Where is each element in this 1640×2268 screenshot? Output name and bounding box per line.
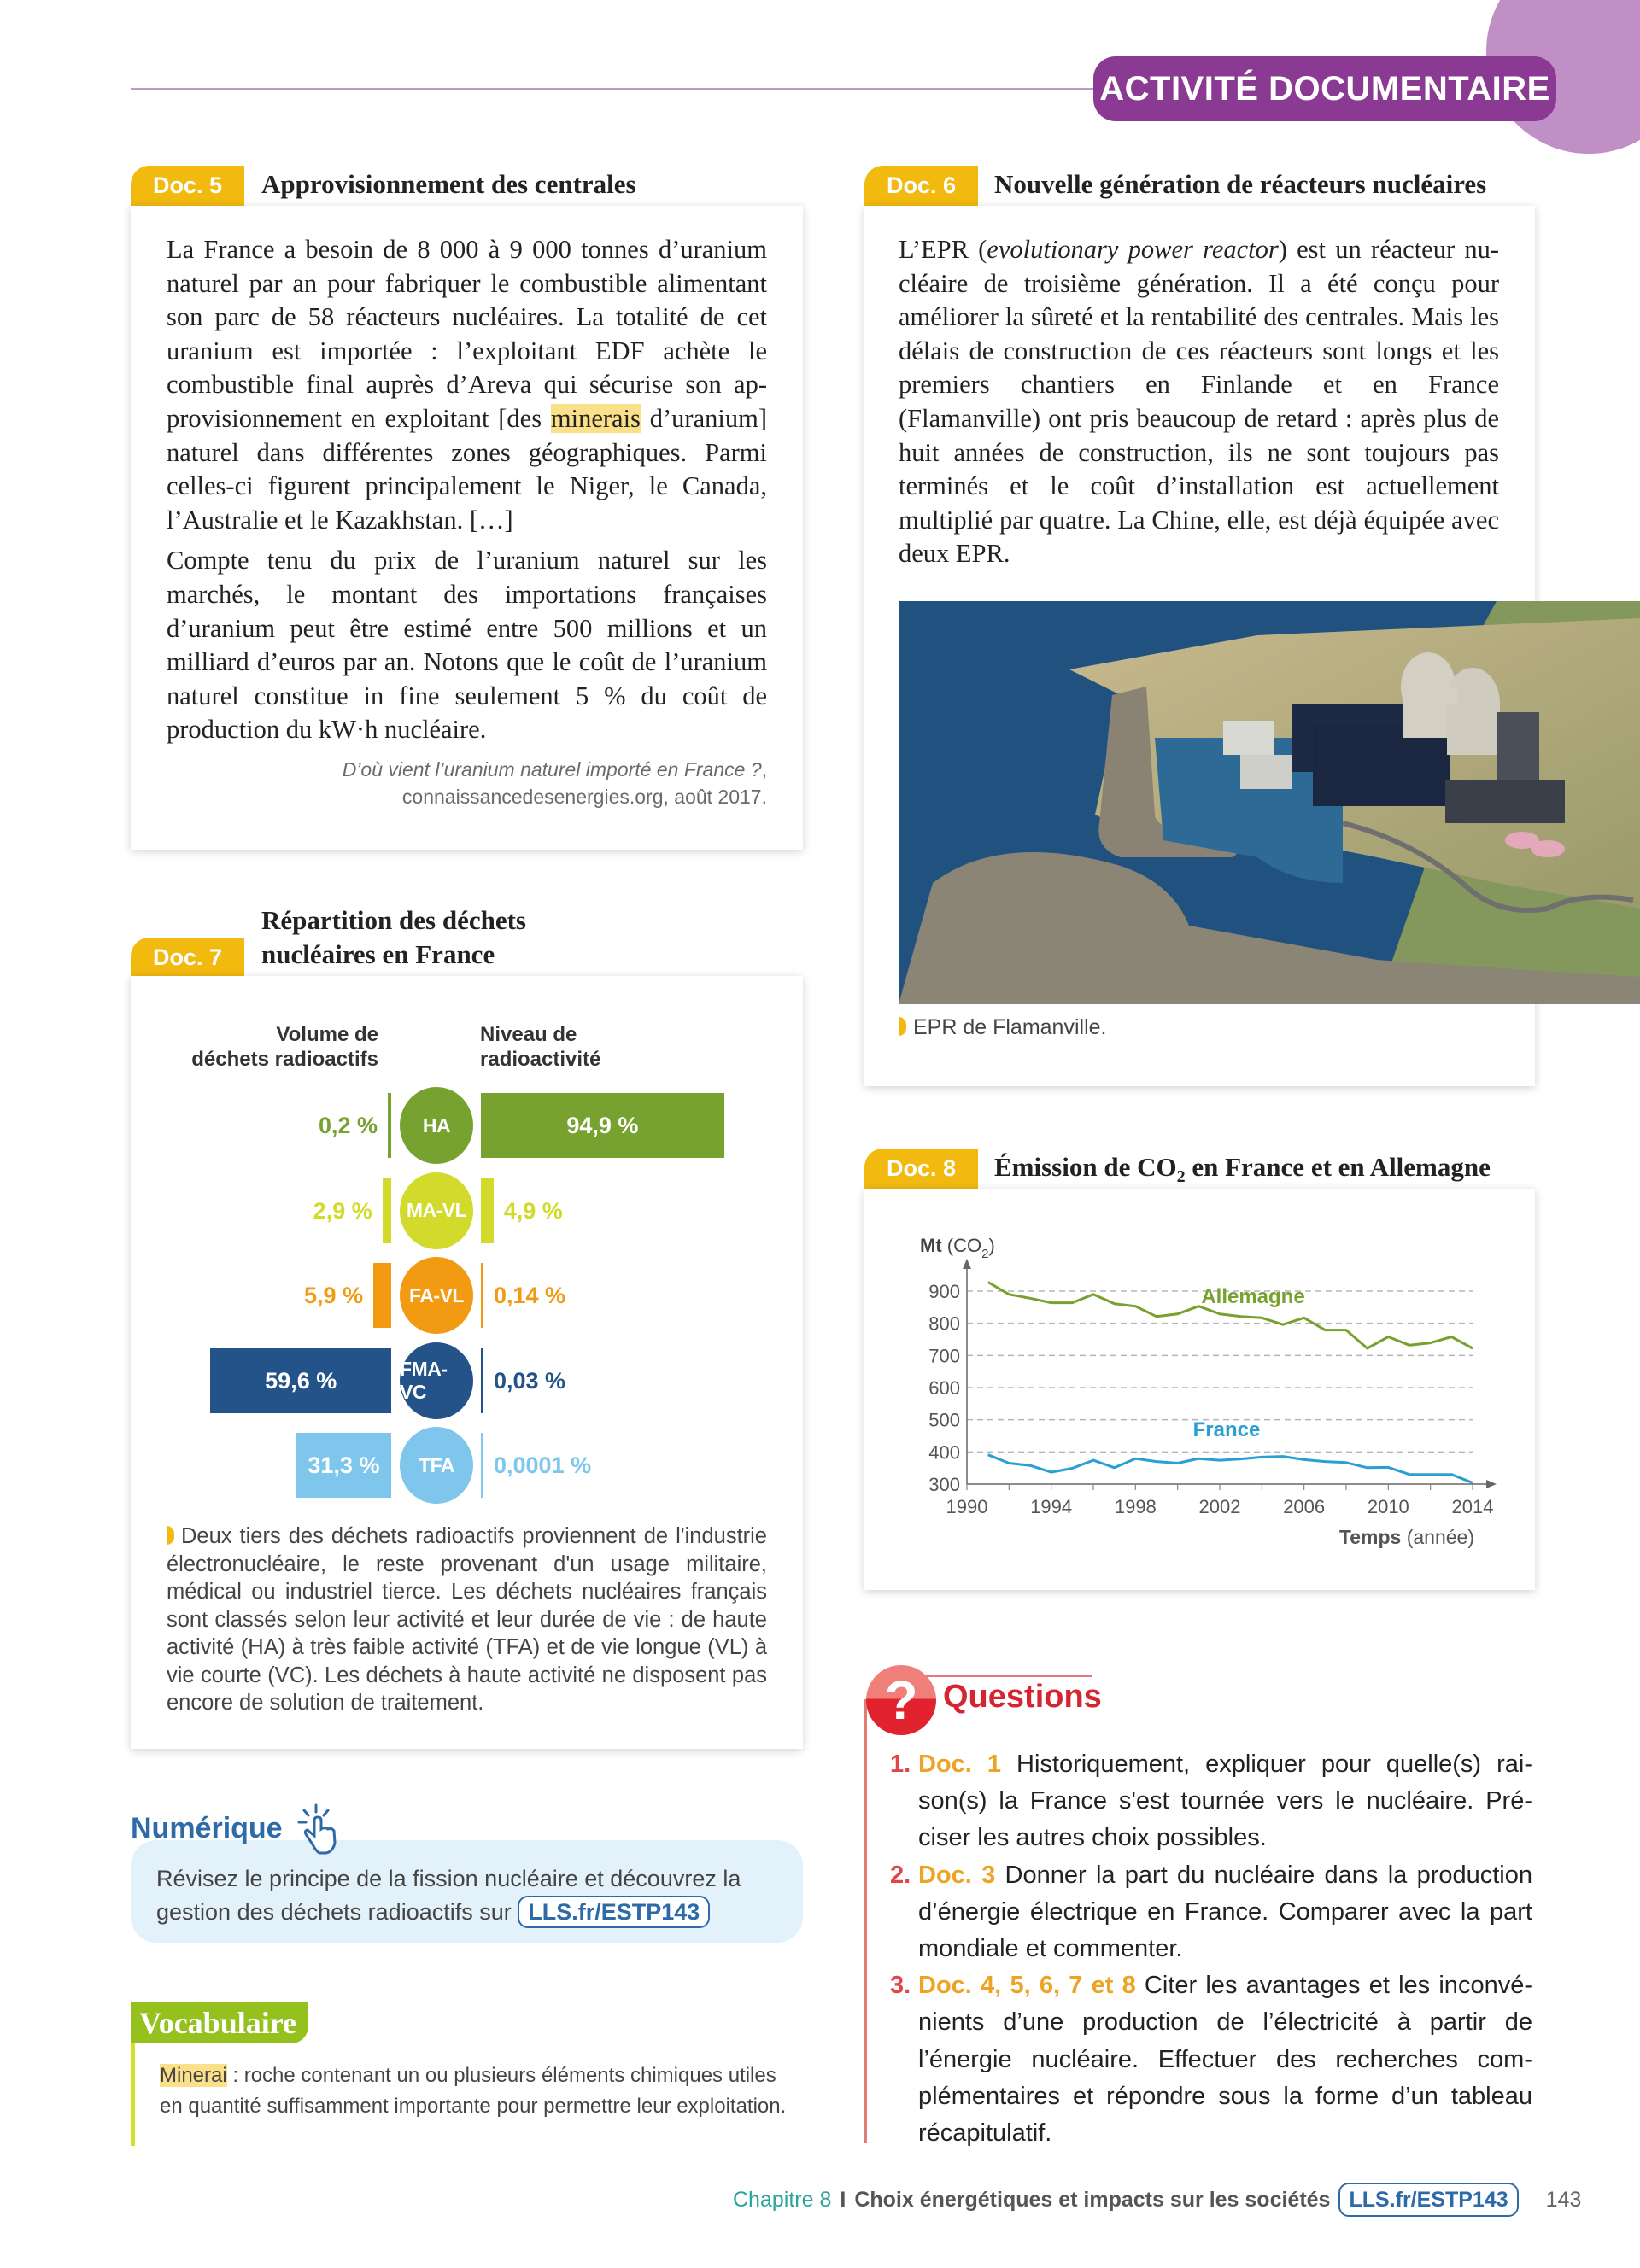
- category-circle: MA-VL: [400, 1172, 473, 1249]
- vocabulaire-definition: Minerai : roche contenant un ou plusieurs éléments chimiques utiles en quantité suffisamment importante pour permettre leur exploitation.: [160, 2064, 787, 2118]
- volume-value: 2,9 %: [313, 1197, 372, 1224]
- questions-title: Questions: [943, 1679, 1102, 1715]
- footer-topic: Choix énergétiques et impacts sur les sociétés: [854, 2187, 1331, 2212]
- y-tick-label: 400: [928, 1441, 960, 1464]
- question-doc-ref[interactable]: Doc. 4, 5, 6, 7 et 8: [918, 1972, 1136, 2000]
- vocab-highlight-minerais[interactable]: minerais: [550, 403, 641, 433]
- co2-emissions-line-chart: [864, 1189, 1535, 1590]
- doc6-tab: Doc. 6: [864, 166, 978, 206]
- footer-separator: I: [840, 2187, 846, 2212]
- waste-row-ma-vl: [131, 1178, 803, 1245]
- y-tick-label: 600: [928, 1377, 960, 1399]
- radioactivity-value: 0,14 %: [494, 1283, 566, 1308]
- volume-value: 5,9 %: [304, 1283, 364, 1308]
- x-tick-label: 2010: [1367, 1496, 1409, 1517]
- volume-value: 31,3 %: [308, 1453, 380, 1478]
- x-tick-label: 1994: [1030, 1496, 1073, 1517]
- numerique-title: Numérique: [131, 1803, 343, 1855]
- caption-marker-icon: [167, 1526, 174, 1545]
- radioactivity-column-header: Niveau de radioactivité: [480, 1023, 601, 1071]
- doc5-source: D’où vient l’uranium naturel importé en France ?, connaissancedesenergies.org, août 2017.: [342, 757, 767, 808]
- radioactivity-value: 94,9 %: [566, 1113, 639, 1138]
- questions-side-rule: [864, 1699, 867, 2143]
- section-badge: ACTIVITÉ DOCUMENTAIRE: [1093, 56, 1556, 121]
- vocabulaire-side-rule: [131, 2043, 135, 2146]
- doc6-title: Nouvelle génération de réacteurs nucléaires: [994, 169, 1487, 199]
- doc5-tab: Doc. 5: [131, 166, 244, 206]
- question-item-3: 3. Doc. 4, 5, 6, 7 et 8 Citer les avantages et les inconvénients d’une production de l’électricité à partir de l’énergie nucléaire. Effectuer des recherches complémentaires et répondre sous la forme d’un tableau récapitulatif.: [890, 1972, 1532, 2148]
- volume-bar: [373, 1263, 391, 1328]
- doc5-title: Approvisionnement des centrales: [261, 169, 636, 199]
- y-tick-label: 800: [928, 1312, 960, 1335]
- y-axis-arrow-icon: [963, 1259, 971, 1269]
- doc6-body: [899, 233, 1499, 571]
- category-circle: TFA: [400, 1427, 473, 1504]
- doc8-tab: Doc. 8: [864, 1149, 978, 1189]
- volume-value: 59,6 %: [265, 1367, 337, 1394]
- question-doc-ref[interactable]: Doc. 3: [918, 1861, 996, 1889]
- question-item-1: 1. Doc. 1 Historiquement, expliquer pour quelle(s) raison(s) la France s'est tournée vers le nucléaire. Préciser les autres choix possibles.: [890, 1751, 1533, 1852]
- vocab-term: Minerai: [160, 2064, 227, 2087]
- footer-link[interactable]: LLS.fr/ESTP143: [1338, 2183, 1518, 2217]
- numerique-link[interactable]: LLS.fr/ESTP143: [518, 1896, 710, 1928]
- radioactivity-value: 0,0001 %: [494, 1453, 592, 1478]
- pointing-hand-click-icon: [294, 1803, 343, 1855]
- doc5-paragraph-2: Compte tenu du prix de l’uranium naturel sur les marchés, le montant des importations françaises d’uranium peut être estimé entre 500 millions et un milliard d’euros par an. Notons que le coût de l’uranium naturel constitue in fine seulement 5 % du coût de production du kW·h nucléaire.: [167, 546, 767, 745]
- y-tick-label: 900: [928, 1281, 960, 1302]
- doc6-paragraph: L’EPR (evolutionary power reactor) est un réacteur nucléaire de troisième génération. Il a été conçu pour améliorer la sûreté et la rentabilité des centrales. Mais les délais de construction de ces réacteurs sont longs et les premiers chantiers en Finlande et en France (Flamanville) ont pris beaucoup de retard : après plus de huit années de construction, ils ne sont toujours pas terminés et le coût d’installation est actuellement multiplié par quatre. La Chine, elle, est déjà équipée avec deux EPR.: [899, 235, 1499, 569]
- y-tick-label: 500: [928, 1409, 960, 1431]
- radioactivity-bar: [481, 1178, 494, 1243]
- x-tick-label: 2014: [1451, 1496, 1494, 1517]
- radioactivity-bar: [481, 1263, 483, 1328]
- page-footer: [733, 2183, 1581, 2217]
- question-item-2: 2. Doc. 3 Donner la part du nucléaire dans la production d’énergie électrique en France. Comparer avec la part mondiale et commenter.: [890, 1861, 1532, 1963]
- category-circle: HA: [400, 1087, 473, 1164]
- question-doc-ref[interactable]: Doc. 1: [918, 1751, 1001, 1778]
- series-label-france: France: [1192, 1418, 1261, 1441]
- caption-marker-icon: [899, 1017, 906, 1036]
- series-label-allemagne: Allemagne: [1201, 1285, 1305, 1308]
- doc7-tab: Doc. 7: [131, 938, 244, 978]
- x-axis-label: Temps (année): [1338, 1526, 1474, 1548]
- waste-row-fma-vc: [131, 1348, 803, 1415]
- waste-row-ha: [131, 1093, 803, 1160]
- radioactivity-bar: [481, 1348, 483, 1413]
- numerique-box: [131, 1840, 803, 1943]
- numerique-text: Révisez le principe de la fission nucléaire et découvrez la gestion des déchets radioactifs sur LLS.fr/ESTP143: [156, 1862, 777, 1929]
- radioactivity-bar: [481, 1433, 483, 1498]
- y-tick-label: 300: [928, 1474, 960, 1495]
- x-tick-label: 2002: [1198, 1496, 1241, 1517]
- volume-value: 0,2 %: [318, 1113, 378, 1138]
- vocabulaire-title: Vocabulaire: [131, 2002, 308, 2043]
- waste-row-fa-vl: [131, 1263, 803, 1330]
- waste-distribution-chart: [131, 1093, 803, 1520]
- page-number: 143: [1545, 2187, 1582, 2212]
- category-circle: FA-VL: [400, 1257, 473, 1334]
- x-axis-arrow-icon: [1486, 1480, 1496, 1488]
- photo-caption: EPR de Flamanville.: [899, 1015, 1106, 1040]
- questions-list: [890, 1746, 1532, 2152]
- x-tick-label: 2006: [1283, 1496, 1326, 1517]
- volume-bar: [383, 1178, 391, 1243]
- y-axis-label: Mt $(CO_2)$: [920, 1235, 995, 1261]
- header-rule: [131, 88, 1104, 90]
- epr-flamanville-photo: [899, 601, 1640, 1004]
- volume-column-header: Volume de déchets radioactifs: [191, 1023, 378, 1071]
- question-mark-icon: ?: [866, 1665, 936, 1735]
- doc8-title: Émission de $CO_2$ en France et en Allemagne: [994, 1152, 1491, 1187]
- volume-bar: [388, 1093, 391, 1158]
- doc8-card: [864, 1189, 1535, 1590]
- footer-chapter: Chapitre 8: [733, 2187, 832, 2212]
- doc7-card: [131, 976, 803, 1749]
- waste-row-tfa: [131, 1433, 803, 1499]
- doc5-paragraph-1: La France a besoin de 8 000 à 9 000 tonnes d’uranium naturel par an pour fabriquer le combustible alimentant son parc de 58 réacteurs nucléaires. La totalité de cet uranium est importée : l’exploitant EDF achète le combustible final auprès d’Areva qui sécurise son approvisionnement en exploitant [des minerais d’uranium] naturel dans différentes zones géographiques. Parmi celles-ci figurent principalement le Niger, le Canada, l’Australie et le Kazakhstan. […]: [167, 235, 767, 535]
- questions-rule: [901, 1675, 1092, 1677]
- nuclear-plant-illustration: [899, 601, 1640, 1004]
- doc5-card: [131, 206, 803, 850]
- doc7-title: Répartition des déchets nucléaires en France: [261, 905, 526, 969]
- radioactivity-value: 4,9 %: [503, 1197, 563, 1224]
- category-circle: FMA-VC: [400, 1342, 473, 1419]
- series-line-france: [988, 1455, 1473, 1483]
- x-tick-label: 1998: [1114, 1496, 1157, 1517]
- doc5-body: [167, 233, 767, 810]
- x-tick-label: 1990: [946, 1496, 988, 1517]
- doc7-note: Deux tiers des déchets radioactifs proviennent de l'industrie électronucléaire, le reste provenant d'un usage militaire, médical ou industriel tierce. Les déchets nucléaires français sont classés selon leur activité et leur durée de vie : de haute activité (HA) à très faible activité (TFA) et de vie longue (VL) à vie courte (VC). Les déchets à haute activité ne disposent pas encore de solution de traitement.: [167, 1524, 767, 1715]
- radioactivity-value: 0,03 %: [494, 1367, 566, 1394]
- y-tick-label: 700: [928, 1345, 960, 1367]
